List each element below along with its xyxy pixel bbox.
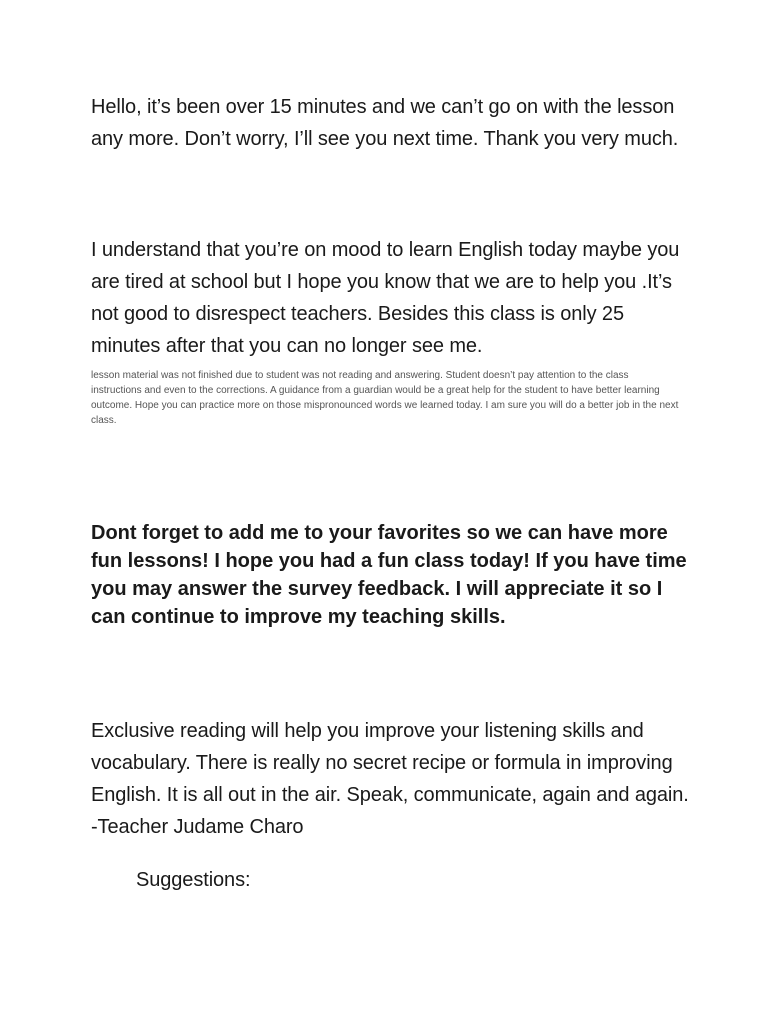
favorites-bold-paragraph: Dont forget to add me to your favorites so we can have more fun lessons! I hope you had a fun class today! If you have time you may answer the survey feedback. I will appreciate it so I can continue to improve my teaching skills. <box>91 522 687 628</box>
lesson-feedback-small-paragraph: lesson material was not finished due to student was not reading and answering. Student doesn’t pay attention to the class instructions and even to the corrections. A guidance from a guardian would be a great help for the student to have better learning outcome. Hope you can practice more on those mispronounced words we learned today. I am sure you will do a better job in the next class. <box>91 370 679 426</box>
respect-paragraph: I understand that you’re on mood to learn English today maybe you are tired at school but I hope you know that we are to help you .It’s not good to disrespect teachers. Besides this class is only 25 minutes after that you can no longer see me. <box>91 239 680 357</box>
reading-advice-paragraph: Exclusive reading will help you improve your listening skills and vocabulary. There is really no secret recipe or formula in improving English. It is all out in the air. Speak, communicate, again and again. -Teacher Judame Charo <box>91 720 689 838</box>
suggestions-heading: Suggestions: <box>136 869 251 891</box>
lesson-ended-paragraph: Hello, it’s been over 15 minutes and we can’t go on with the lesson any more. Don’t worry, I’ll see you next time. Thank you very much. <box>91 96 679 150</box>
